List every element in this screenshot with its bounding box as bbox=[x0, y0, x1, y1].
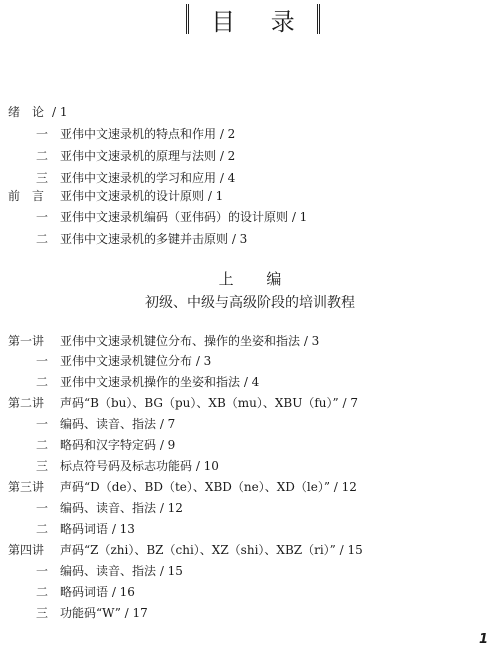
toc-entry[interactable] bbox=[36, 605, 148, 621]
toc-entry[interactable] bbox=[36, 231, 247, 247]
toc-entry[interactable] bbox=[36, 148, 235, 164]
entry-lead: 一 bbox=[36, 501, 49, 515]
toc-entry[interactable] bbox=[36, 521, 135, 537]
entry-lead: 绪 论 bbox=[8, 105, 45, 119]
toc-entry[interactable] bbox=[36, 563, 183, 579]
entry-lead: 第三讲 bbox=[8, 480, 45, 494]
entry-lead: 二 bbox=[36, 375, 49, 389]
toc-entry[interactable] bbox=[8, 542, 363, 558]
entry-text: / 1 bbox=[52, 105, 68, 119]
toc-entry[interactable] bbox=[36, 437, 175, 453]
entry-lead: 第二讲 bbox=[8, 396, 45, 410]
toc-title: 目 录 bbox=[211, 7, 309, 36]
entry-text: 亚伟中文速录机的设计原则 / 1 bbox=[60, 189, 224, 203]
entry-lead: 第一讲 bbox=[8, 334, 45, 348]
entry-lead: 一 bbox=[36, 354, 49, 368]
part-subheading bbox=[0, 292, 500, 312]
entry-lead: 二 bbox=[36, 438, 49, 452]
entry-lead: 二 bbox=[36, 522, 49, 536]
entry-text: 略码词语 / 13 bbox=[60, 522, 135, 536]
entry-lead: 一 bbox=[36, 564, 49, 578]
entry-text: 声码“Z（zhi）、BZ（chi）、XZ（shi）、XBZ（ri）” / 15 bbox=[60, 543, 363, 557]
entry-text: 编码、读音、指法 / 7 bbox=[60, 417, 176, 431]
entry-lead: 前 言 bbox=[8, 189, 45, 203]
toc-entry[interactable] bbox=[36, 416, 175, 432]
entry-text: 标点符号码及标志功能码 / 10 bbox=[60, 459, 219, 473]
entry-text: 亚伟中文速录机的多键并击原则 / 3 bbox=[60, 232, 248, 246]
entry-text: 声码“D（de）、BD（te）、XBD（ne）、XD（le）” / 12 bbox=[60, 480, 357, 494]
toc-entry[interactable] bbox=[8, 188, 223, 204]
entry-text: 功能码“W” / 17 bbox=[60, 606, 148, 620]
entry-text: 编码、读音、指法 / 15 bbox=[60, 564, 183, 578]
entry-text: 亚伟中文速录机键位分布、操作的坐姿和指法 / 3 bbox=[60, 334, 320, 348]
toc-entry[interactable] bbox=[36, 584, 135, 600]
toc-entry[interactable] bbox=[36, 170, 235, 186]
entry-text: 声码“B（bu）、BG（pu）、XB（mu）、XBU（fu）” / 7 bbox=[60, 396, 358, 410]
entry-text: 亚伟中文速录机编码（亚伟码）的设计原则 / 1 bbox=[60, 210, 308, 224]
entry-lead: 一 bbox=[36, 417, 49, 431]
entry-lead: 二 bbox=[36, 149, 49, 163]
toc-entry[interactable] bbox=[36, 353, 211, 369]
entry-lead: 三 bbox=[36, 606, 49, 620]
entry-text: 亚伟中文速录机的特点和作用 / 2 bbox=[60, 127, 236, 141]
part-heading bbox=[0, 268, 500, 289]
entry-text: 亚伟中文速录机操作的坐姿和指法 / 4 bbox=[60, 375, 260, 389]
entry-text: 略码词语 / 16 bbox=[60, 585, 135, 599]
part-subtitle: 初级、中级与高级阶段的培训教程 bbox=[145, 295, 355, 311]
toc-title-frame bbox=[186, 4, 320, 34]
entry-lead: 二 bbox=[36, 585, 49, 599]
entry-lead: 一 bbox=[36, 127, 49, 141]
entry-lead: 三 bbox=[36, 171, 49, 185]
entry-text: 亚伟中文速录机键位分布 / 3 bbox=[60, 354, 212, 368]
toc-entry[interactable] bbox=[8, 395, 358, 411]
part-name: 上 编 bbox=[218, 270, 296, 288]
toc-entry[interactable] bbox=[8, 104, 68, 120]
entry-text: 编码、读音、指法 / 12 bbox=[60, 501, 183, 515]
entry-lead: 第四讲 bbox=[8, 543, 45, 557]
toc-entry[interactable] bbox=[8, 333, 319, 349]
entry-text: 略码和汉字特定码 / 9 bbox=[60, 438, 176, 452]
toc-entry[interactable] bbox=[36, 126, 235, 142]
toc-entry[interactable] bbox=[36, 209, 307, 225]
page-number: 1 bbox=[478, 632, 488, 647]
entry-lead: 一 bbox=[36, 210, 49, 224]
entry-text: 亚伟中文速录机的学习和应用 / 4 bbox=[60, 171, 236, 185]
toc-entry[interactable] bbox=[36, 458, 219, 474]
entry-lead: 三 bbox=[36, 459, 49, 473]
toc-entry[interactable] bbox=[36, 500, 183, 516]
entry-text: 亚伟中文速录机的原理与法则 / 2 bbox=[60, 149, 236, 163]
entry-lead: 二 bbox=[36, 232, 49, 246]
toc-entry[interactable] bbox=[36, 374, 259, 390]
toc-entry[interactable] bbox=[8, 479, 357, 495]
